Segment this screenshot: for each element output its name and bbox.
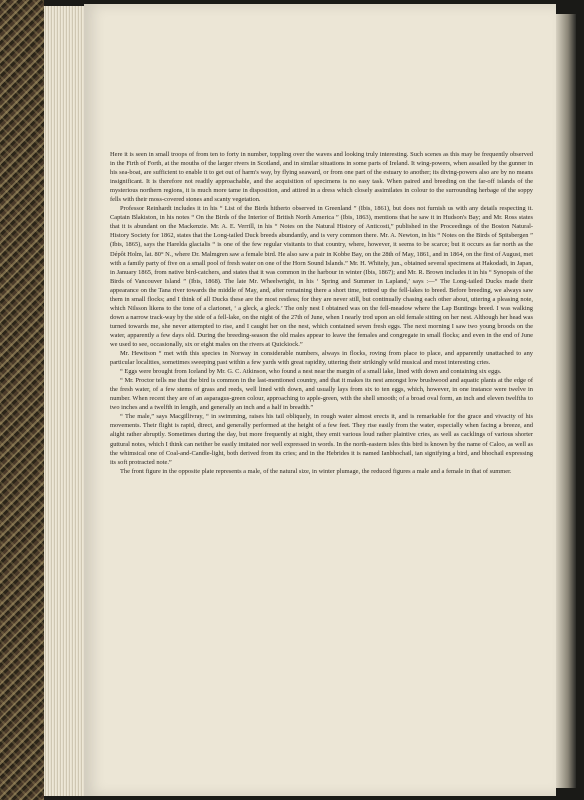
page-edges <box>44 6 84 796</box>
paragraph: “ The male,” says Macgillivray, “ in swimming, raises his tail obliquely, in rough water almost erects it, and is remarkable for the grace and vivacity of his movements. Their flight is rapid, direct, and generally performed at the height of a few feet. They rise easily from the water, especially when facing a breeze, and alight rather abruptly. Sometimes during the day, but more frequently at night, they emit various loud rather plaintive cries, as well as cacklings of various shorter guttural notes, which I think can neither be easily imitated nor well expressed in words. In the north-eastern isles this bird is known by the name of Caloo, as well as the whimsical one of Coal-and-Candle-light, both derived from its cries; and in the Hebrides it is named Ianbhochail, ian signifying a bird, and bhochail expressing its soft protracted note.” <box>110 413 533 466</box>
book-binding <box>0 0 44 800</box>
paragraph: “ Eggs were brought from Iceland by Mr. G. C. Atkinson, who found a nest near the margin of a small lake, lined with down and containing six eggs. <box>120 368 502 376</box>
page-curl-shadow <box>556 14 576 788</box>
paragraph: “ Mr. Proctor tells me that the bird is common in the last-mentioned country, and that it makes its nest amongst low brushwood and aquatic plants at the edge of the fresh water, of a few stems of grass and reeds, well lined with down, and usually lays from six to ten eggs, which, however, in one instance were twelve in number. When recent they are of an asparagus-green colour, approaching to apple-green, with the shell smooth; of a broad oval form, an inch and eleven twelfths to two inches and a twelfth in length, and generally an inch and a half in breadth.” <box>110 377 533 412</box>
paragraph: Here it is seen in small troops of from ten to forty in number, toppling over the waves and looking truly interesting. Such scenes as this may be frequently observed in the Firth of Forth, at the mouths of the larger rivers in Scotland, and in similar situations in some parts of Ireland. It wing-powers, when assailed by the gunner in his sea-boat, are sufficient to enable it to get out of harm's way, by flying seaward, or from one part of the estuary to another; its diving-powers also are by no means insignificant. It is therefore not readily approachable, and the acquisition of specimens is no easy task. When paired and breeding on the far-off islands of the mysterious northern regions, it is much more tame in disposition, and attired in a dress which closely assimilates in colour to the surrounding herbage of the soppy fells with their moss-covered stones and scanty vegetation. <box>110 151 533 204</box>
paragraph: The front figure in the opposite plate represents a male, of the natural size, in winter plumage, the reduced figures a male and a female in that of summer. <box>120 467 512 475</box>
paragraph: Mr. Hewitson “ met with this species in Norway in considerable numbers, always in flocks, roving from place to place, and apparently unattached to any particular localities, sometimes sweeping past within a few yards with great rapidity, uttering their strikingly wild musical and most interesting cries. <box>110 350 533 367</box>
paragraph: Professor Reinhardt includes it in his “ List of the Birds hitherto observed in Greenland ” (Ibis, 1861), but does not furnish us with any details respecting it. Captain Blakiston, in his notes “ On the Birds of the Interior of British North America ” (Ibis, 1863), mentions that he saw it in Hudson's Bay; and Mr. Ross states that it is abundant on the Mackenzie. Mr. A. E. Verrill, in his “ Notes on the Natural History of Anticosti,” published in the Proceedings of the Boston Natural-History Society for 1862, states that the Long-tailed Duck breeds abundantly, and is very common there. Mr. A. Newton, in his “ Notes on the Birds of Spitsbergen ” (Ibis, 1865), says the Harelda glacialis “ is one of the few regular visitants to that country, where, however, it seems to be scarce; but it occurs as far north as the Dépôt Holm, lat. 80° N., where Dr. Malmgren saw a female bird. He also saw a pair in Kobbe Bay, on the 28th of May, 1861, and in 1864, on the first of August, met with a family party of five on a small pool of fresh water on one of the Horn Sound Islands.” Mr. H. Whitely, jun., obtained several specimens at Hakodadi, in Japan, in January 1865, from native bird-catchers, and states that it was common in the harbour in winter (Ibis, 1867); and Mr. R. Brown includes it in his “ Synopsis of the Birds of Vancouver Island ” (Ibis, 1868). The late Mr. Wheelwright, in his ‘ Spring and Summer in Lapland,’ says :—“ The Long-tailed Ducks made their appearance on the Tana river towards the middle of May, and, after remaining there a short time, retired up the fell-lakes to breed. Before breeding, we always saw them in small flocks; and I think of all Ducks these are the most restless; for they are never still, but continually chasing each other about, uttering a pleasing note, which Nilsson likens to the tone of a clarionet, ‘ a gleck, a gleck.’ The only nest I obtained was on the fell-meadow where the Lap Buntings breed. I was walking down a narrow track-way by the side of a fell-lake, on the night of the 27th of June, when I nearly trod upon an old female sitting on her nest. Although her head was turned towards me, she never attempted to rise, and I caught her on the nest, which contained seven fresh eggs. The next morning I saw two young broods on the water, apparently a few days old. During the breeding-season the old males appear to leave the females and congregate in small flocks; and even in the end of June we used to see, occasionally, six or eight males on the rivers at Quickiock.” <box>110 205 533 348</box>
body-text <box>110 150 533 476</box>
